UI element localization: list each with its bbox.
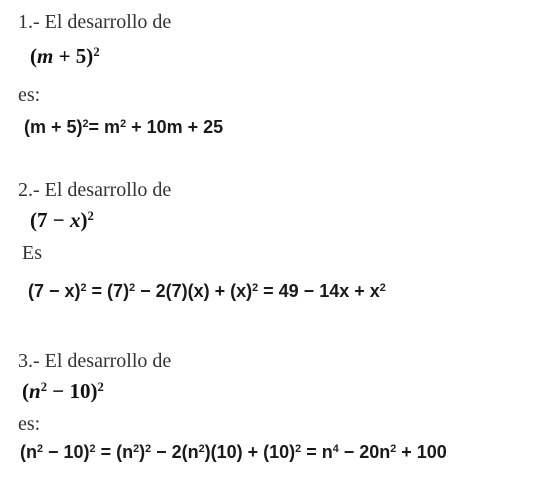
eq-rhs-a: = m — [88, 117, 121, 137]
problem-3-es-label: es: — [18, 413, 41, 435]
expr-var-power: 2 — [40, 380, 47, 395]
expr-var: m — [37, 44, 54, 68]
eq-part-1-power: 2 — [80, 282, 87, 295]
problem-3-expression — [22, 379, 104, 404]
eq-part-6: )(10) + (10) — [204, 442, 296, 462]
eq-part-5: − 2(n — [151, 442, 199, 462]
eq-part-2: = (7) — [86, 281, 130, 301]
expr-rest: − 10) — [46, 379, 98, 403]
eq-part-4-power: 2 — [145, 443, 152, 456]
problem-3-equation — [20, 442, 447, 463]
problem-2-header: 2.- El desarrollo de — [18, 179, 172, 201]
eq-part-1: (7 − x) — [28, 281, 81, 301]
problem-1-equation — [24, 117, 223, 138]
eq-part-2-power: 2 — [129, 282, 136, 295]
expr-rest: ) — [80, 208, 88, 232]
eq-part-1: (n — [20, 442, 37, 462]
eq-part-8: − 20n — [338, 442, 391, 462]
eq-part-4: = 49 − 14x + x — [258, 281, 380, 301]
problem-3-header: 3.- El desarrollo de — [18, 350, 172, 372]
eq-rhs-b: + 10m + 25 — [126, 117, 224, 137]
problem-1-expression — [30, 44, 100, 69]
eq-lhs: (m + 5) — [24, 117, 83, 137]
eq-part-3: − 2(7)(x) + (x) — [135, 281, 253, 301]
eq-part-4-power: 2 — [379, 282, 386, 295]
eq-part-1-power: 2 — [37, 443, 44, 456]
problem-1-header: 1.- El desarrollo de — [18, 11, 172, 33]
expr-open: (7 − — [30, 208, 70, 232]
problem-2-es-label: Es — [22, 242, 42, 264]
expr-open: ( — [22, 379, 29, 403]
eq-part-3-power: 2 — [252, 282, 259, 295]
eq-part-6-power: 2 — [295, 443, 302, 456]
problem-2-expression — [30, 208, 94, 233]
eq-part-4: ) — [139, 442, 146, 462]
eq-part-3: = (n — [95, 442, 134, 462]
eq-part-2-power: 2 — [89, 443, 96, 456]
eq-part-8-power: 2 — [390, 443, 397, 456]
eq-part-9: + 100 — [396, 442, 447, 462]
eq-lhs-power: 2 — [82, 118, 89, 131]
expr-power: 2 — [97, 380, 104, 395]
eq-part-7-power: 4 — [332, 443, 339, 456]
expr-var: x — [69, 208, 81, 232]
expr-open: ( — [30, 44, 37, 68]
expr-var: n — [29, 379, 41, 403]
eq-part-5-power: 2 — [198, 443, 205, 456]
problem-2-equation — [28, 281, 386, 302]
expr-power: 2 — [87, 209, 94, 224]
eq-rhs-a-power: 2 — [120, 118, 127, 131]
expr-rest: + 5) — [53, 44, 94, 68]
eq-part-7: = n — [301, 442, 333, 462]
expr-power: 2 — [93, 45, 100, 60]
eq-part-2: − 10) — [43, 442, 90, 462]
problem-1-es-label: es: — [18, 84, 41, 106]
eq-part-3-power: 2 — [133, 443, 140, 456]
